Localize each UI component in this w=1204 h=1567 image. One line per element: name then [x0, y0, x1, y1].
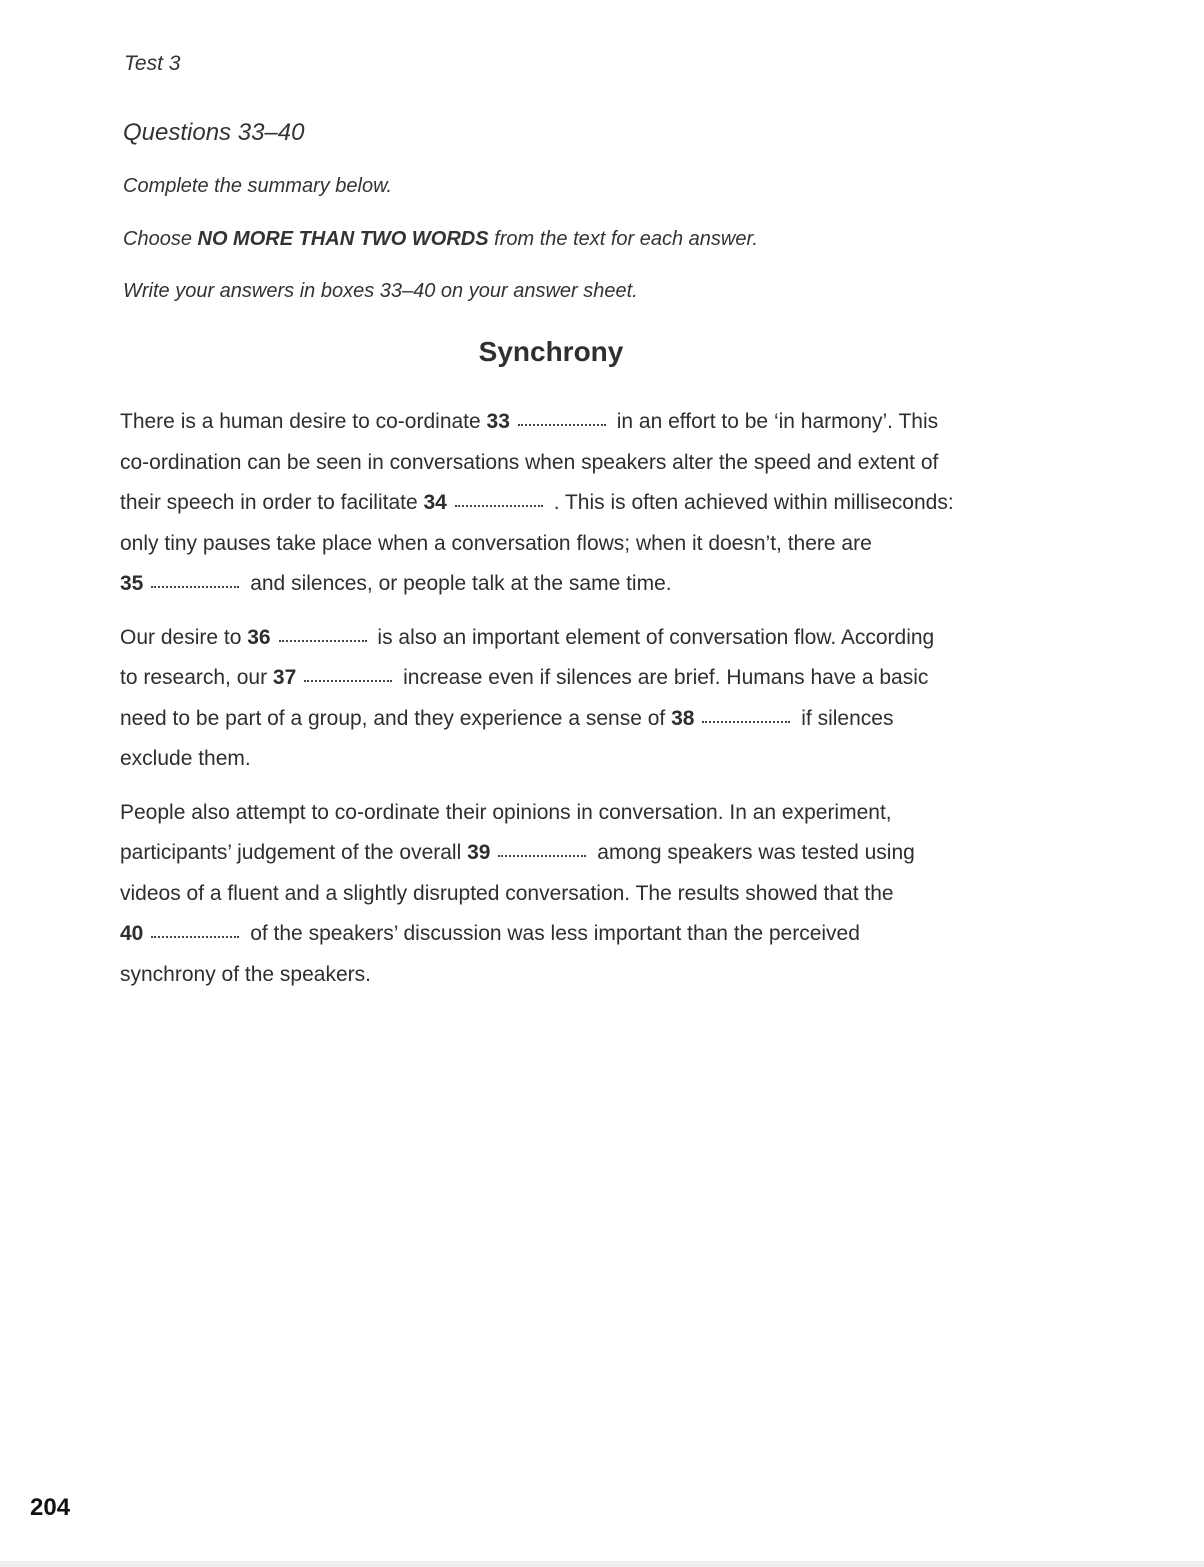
question-number-34: 34: [423, 491, 447, 514]
question-number-33: 33: [486, 410, 510, 433]
text-fragment: . This is often achieved within milliseconds:: [547, 491, 954, 514]
text-line: synchrony of the speakers.: [120, 962, 371, 986]
text-line: [120, 658, 1000, 699]
instruction-complete-summary: Complete the summary below.: [123, 175, 393, 197]
text-fragment: of the speakers’ discussion was less important than the perceived: [244, 922, 860, 945]
answer-gap-36[interactable]: [279, 638, 367, 642]
text-line: only tiny pauses take place when a conversation flows; when it doesn’t, there are: [120, 531, 872, 555]
question-number-36: 36: [247, 625, 271, 649]
text-fragment: increase even if silences are brief. Humans have a basic: [397, 666, 929, 689]
answer-gap-40[interactable]: [151, 934, 239, 938]
question-number-39: 39: [467, 841, 491, 864]
text-line: videos of a fluent and a slightly disrupted conversation. The results showed that the: [120, 881, 894, 905]
text-line: [120, 618, 1000, 659]
text-fragment: in an effort to be ‘in harmony’. This: [610, 410, 939, 433]
text-fragment: Our desire to: [120, 625, 248, 649]
instruction-word-limit-pre: Choose: [123, 228, 198, 250]
questions-heading: Questions 33–40: [123, 119, 305, 146]
text-line: People also attempt to co-ordinate their opinions in conversation. In an experiment,: [120, 800, 892, 824]
instruction-answer-sheet: Write your answers in boxes 33–40 on your answer sheet.: [123, 280, 638, 302]
answer-gap-35[interactable]: [151, 584, 239, 588]
summary-paragraph-2: [120, 618, 1000, 780]
summary-paragraph-3: [120, 793, 1000, 996]
text-fragment: their speech in order to facilitate: [120, 491, 424, 514]
answer-gap-38[interactable]: [702, 719, 790, 723]
text-line: [120, 914, 1000, 955]
text-fragment: if silences: [795, 706, 894, 730]
text-line: exclude them.: [120, 747, 251, 770]
instruction-word-limit-post: from the text for each answer.: [488, 228, 758, 250]
question-number-35: 35: [120, 572, 144, 595]
text-line: co-ordination can be seen in conversations when speakers alter the speed and extent of: [120, 450, 939, 474]
answer-gap-34[interactable]: [455, 503, 543, 507]
text-fragment: to research, our: [120, 666, 273, 689]
summary-title: Synchrony: [478, 336, 624, 367]
text-fragment: among speakers was tested using: [591, 841, 915, 864]
answer-gap-39[interactable]: [498, 853, 586, 857]
question-number-38: 38: [671, 706, 695, 730]
text-line: [120, 564, 1000, 605]
text-fragment: participants’ judgement of the overall: [120, 841, 468, 864]
running-head: Test 3: [124, 52, 181, 75]
instruction-word-limit: [123, 228, 758, 251]
question-number-40: 40: [120, 922, 144, 945]
text-fragment: and silences, or people talk at the same time.: [244, 572, 672, 595]
answer-gap-33[interactable]: [518, 422, 606, 426]
text-fragment: There is a human desire to co-ordinate: [120, 410, 487, 433]
page-edge-divider: [0, 1561, 1204, 1567]
page-number: 204: [30, 1494, 71, 1521]
text-fragment: is also an important element of conversation flow. According: [371, 625, 935, 649]
text-line: [120, 402, 1000, 443]
text-fragment: need to be part of a group, and they experience a sense of: [120, 706, 672, 730]
answer-gap-37[interactable]: [304, 678, 392, 682]
instruction-word-limit-emphasis: NO MORE THAN TWO WORDS: [197, 228, 489, 250]
text-line: [120, 699, 1000, 740]
text-line: [120, 833, 1000, 874]
summary-paragraph-1: [120, 402, 1000, 605]
question-number-37: 37: [272, 666, 297, 689]
summary-text: [120, 402, 1000, 1008]
text-line: [120, 483, 1000, 524]
